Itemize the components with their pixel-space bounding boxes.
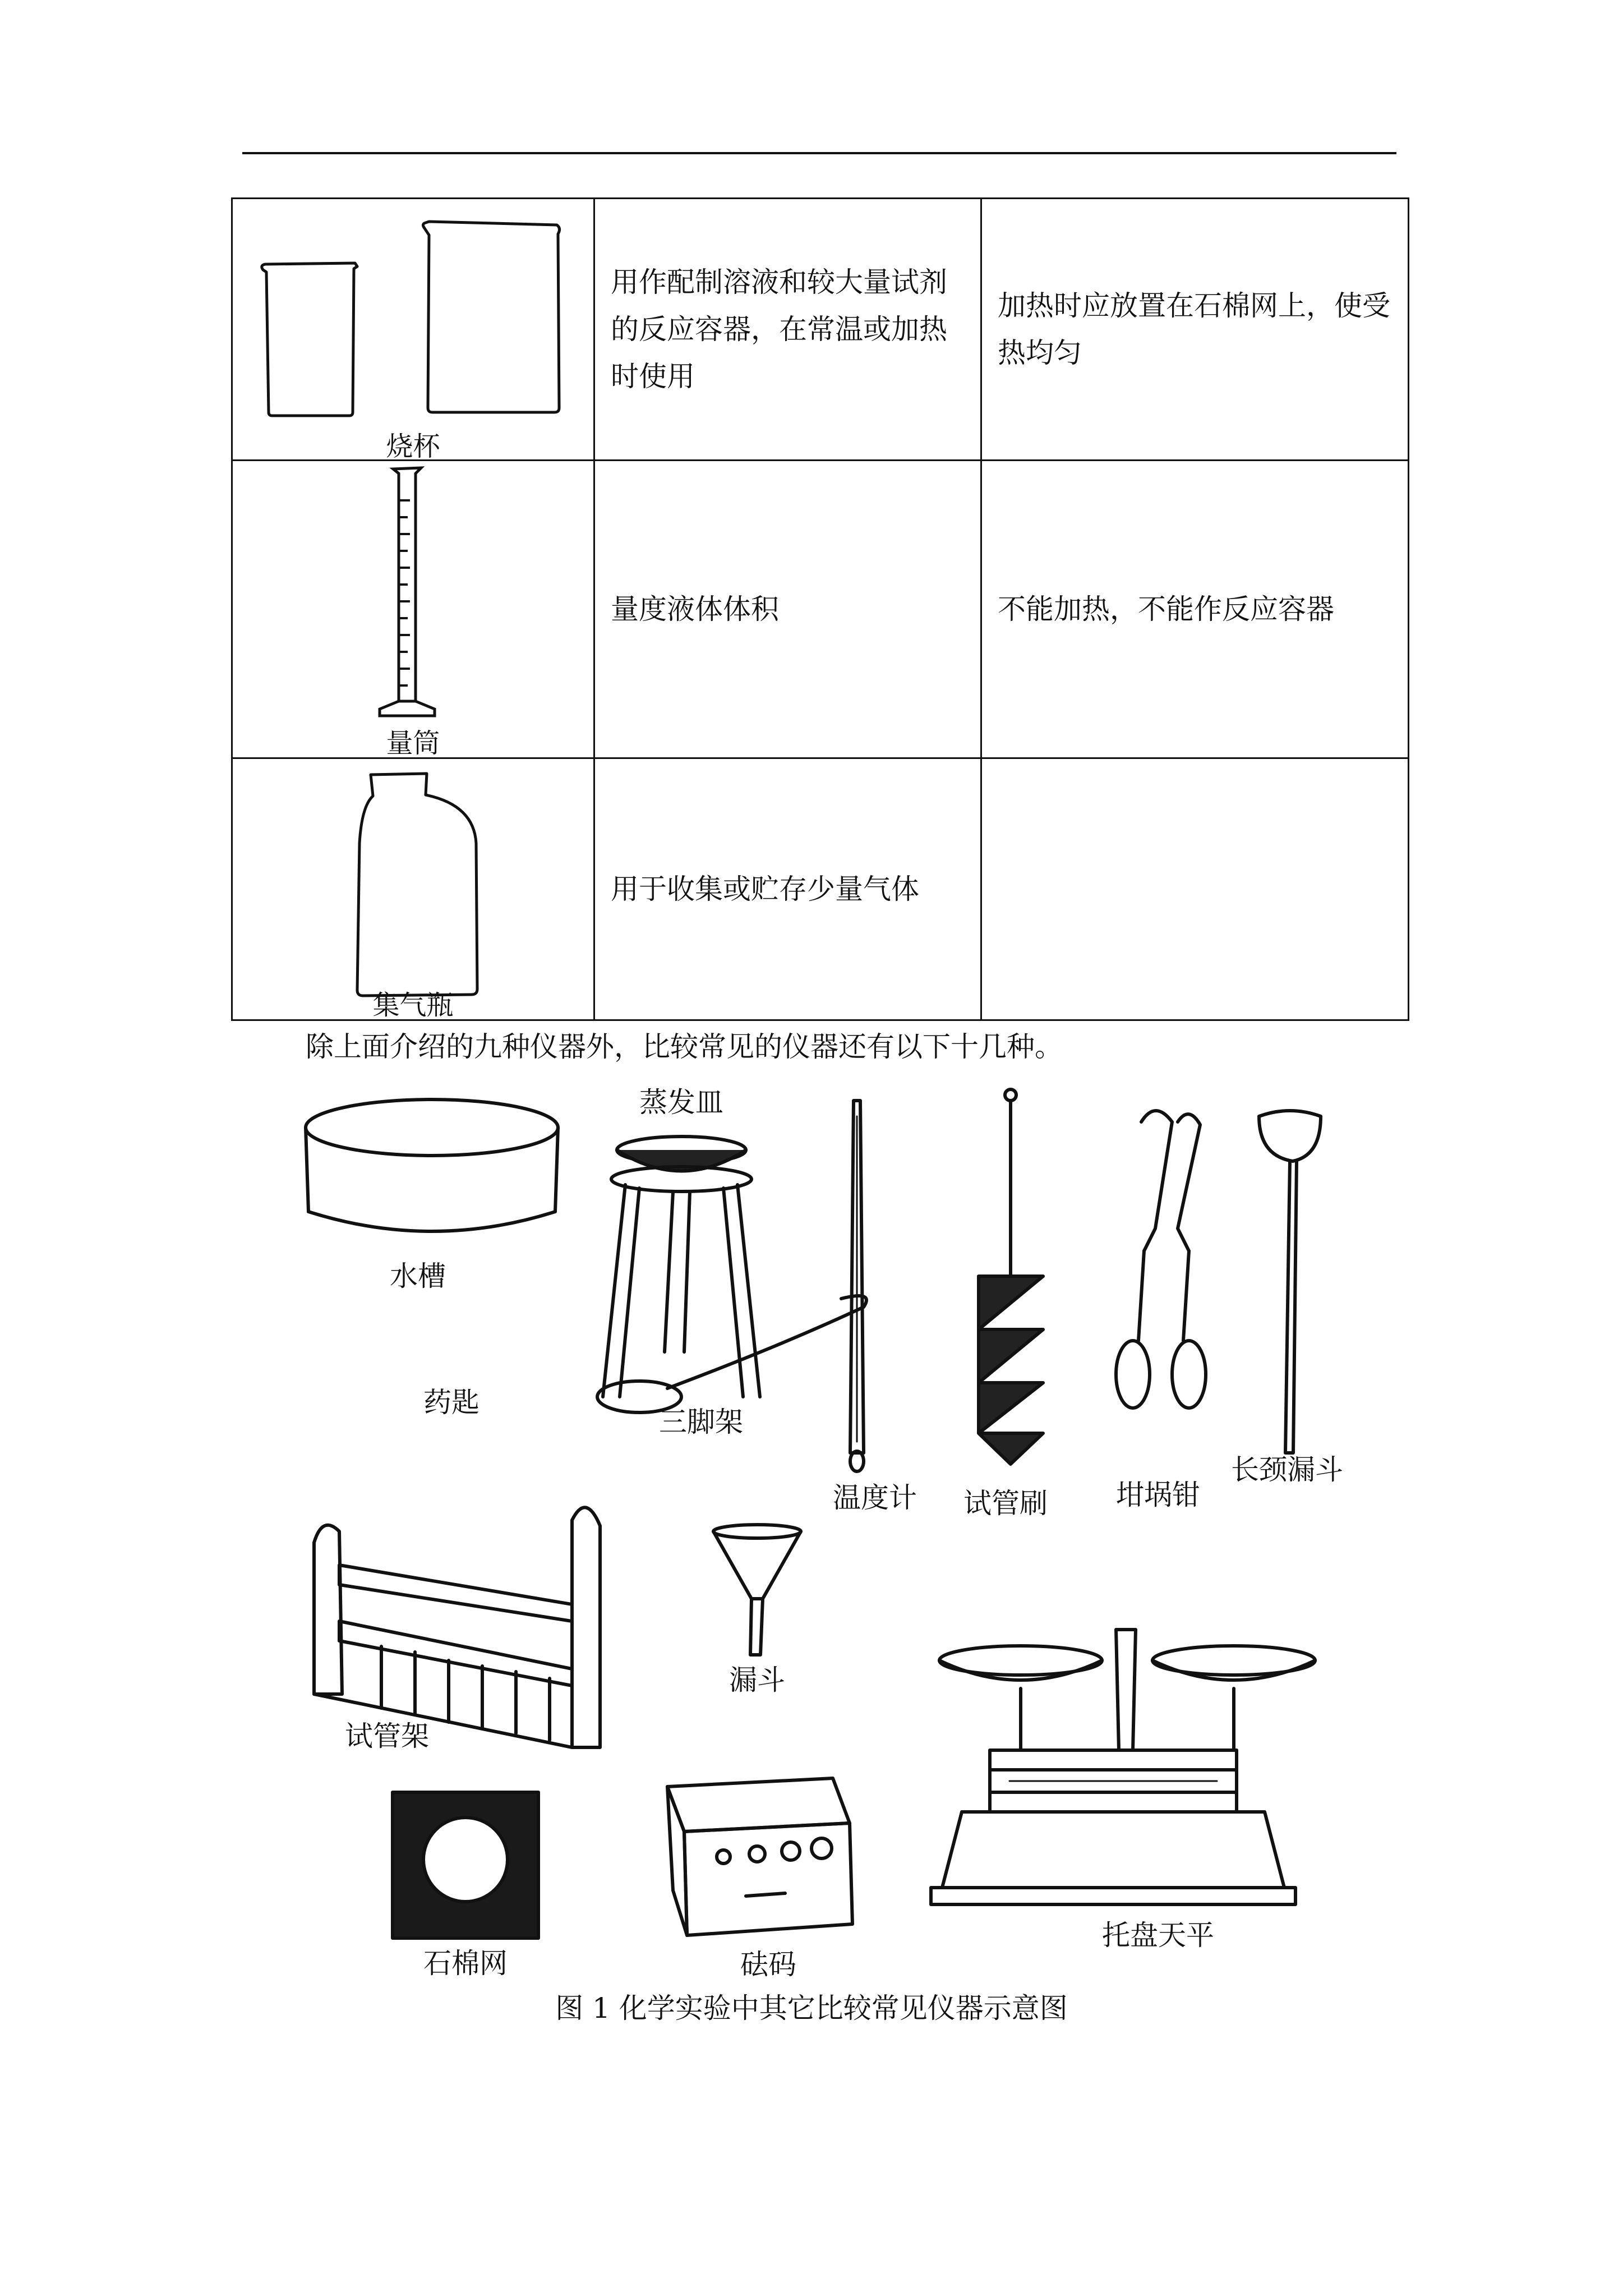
beaker-use: 用作配制溶液和较大量试剂的反应容器，在常温或加热时使用: [594, 199, 981, 461]
sink-icon: [306, 1099, 558, 1231]
instrument-table: [231, 197, 1409, 1021]
funnel-label: 漏斗: [729, 1664, 785, 1696]
crucible-tongs-label: 坩埚钳: [1116, 1479, 1200, 1511]
cylinder-label: 量筒: [386, 728, 440, 759]
figure-caption: 图 1 化学实验中其它比较常见仪器示意图: [555, 1992, 1068, 2024]
tripod-icon: [603, 1137, 760, 1397]
asbestos-gauze-icon: [393, 1792, 538, 1938]
balance-icon: [931, 1630, 1315, 1904]
crucible-tongs-icon: [1116, 1111, 1206, 1408]
tripod-label: 三脚架: [659, 1406, 743, 1438]
test-tube-brush-icon: [979, 1089, 1043, 1464]
gas-bottle-label: 集气瓶: [372, 990, 454, 1021]
beaker-cell: [232, 199, 594, 461]
thermometer-label: 温度计: [833, 1481, 917, 1514]
thermometer-icon: [850, 1101, 864, 1471]
gas-bottle-icon: [233, 759, 595, 1021]
test-tube-rack-icon: [314, 1507, 600, 1747]
cylinder-cell: [232, 461, 594, 758]
cylinder-use: 量度液体体积: [594, 461, 981, 758]
funnel-icon: [713, 1525, 801, 1655]
graduated-cylinder-icon: [233, 461, 595, 759]
balance-label: 托盘天平: [1102, 1919, 1214, 1952]
beaker-note: 加热时应放置在石棉网上，使受热均匀: [981, 199, 1409, 461]
table-row: [232, 758, 1409, 1020]
tube-rack-label: 试管架: [345, 1720, 429, 1752]
evap-dish-label: 蒸发皿: [639, 1086, 723, 1119]
beaker-label: 烧杯: [386, 431, 440, 462]
sink-label: 水槽: [390, 1260, 446, 1292]
intro-paragraph: 除上面介绍的九种仪器外，比较常见的仪器还有以下十几种。: [306, 1030, 1063, 1063]
weights-label: 砝码: [740, 1948, 796, 1981]
gas-bottle-note: [981, 758, 1409, 1020]
beaker-icon: [233, 199, 595, 461]
long-funnel-label: 长颈漏斗: [1231, 1453, 1343, 1486]
long-neck-funnel-icon: [1259, 1111, 1321, 1453]
spoon-label: 药匙: [423, 1386, 479, 1419]
tube-brush-label: 试管刷: [963, 1487, 1048, 1520]
header-rule: [242, 152, 1396, 154]
table-row: [232, 199, 1409, 461]
spoon-icon: [597, 1296, 866, 1412]
cylinder-note: 不能加热，不能作反应容器: [981, 461, 1409, 758]
table-row: [232, 461, 1409, 758]
instruments-figure: [280, 1083, 1436, 1980]
gas-bottle-cell: [232, 758, 594, 1020]
gas-bottle-use: 用于收集或贮存少量气体: [594, 758, 981, 1020]
weight-box-icon: [667, 1778, 852, 1935]
gauze-label: 石棉网: [423, 1947, 508, 1980]
